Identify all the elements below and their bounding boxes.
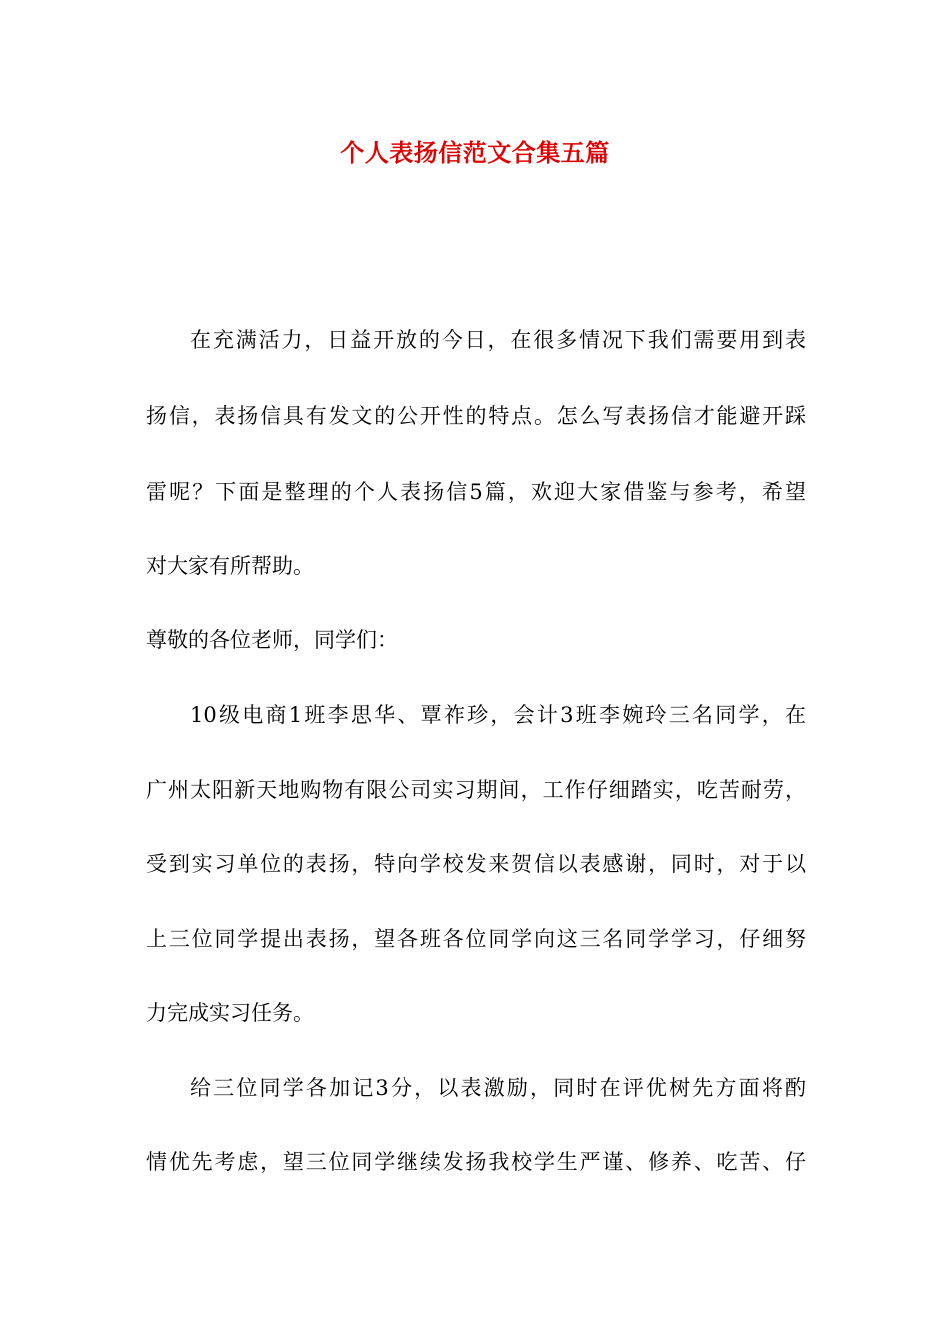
paragraph-line: 扬信，表扬信具有发文的公开性的特点。怎么写表扬信才能避开踩 bbox=[146, 404, 806, 428]
paragraph-line: 10级电商1班李思华、覃祚珍，会计3班李婉玲三名同学，在 bbox=[190, 703, 806, 727]
paragraph-line: 情优先考虑，望三位同学继续发扬我校学生严谨、修养、吃苦、仔 bbox=[146, 1150, 806, 1174]
paragraph-line: 力完成实习任务。 bbox=[146, 1001, 314, 1025]
salutation-line: 尊敬的各位老师，同学们： bbox=[146, 628, 398, 652]
document-title: 个人表扬信范文合集五篇 bbox=[340, 138, 610, 167]
paragraph-line: 给三位同学各加记3分，以表激励，同时在评优树先方面将酌 bbox=[190, 1076, 806, 1100]
paragraph-line: 雷呢？下面是整理的个人表扬信5篇，欢迎大家借鉴与参考，希望 bbox=[146, 480, 806, 504]
paragraph-line: 对大家有所帮助。 bbox=[146, 554, 314, 578]
paragraph-line: 受到实习单位的表扬，特向学校发来贺信以表感谢，同时，对于以 bbox=[146, 852, 806, 876]
paragraph-line: 上三位同学提出表扬，望各班各位同学向这三名同学学习，仔细努 bbox=[146, 927, 806, 951]
paragraph-line: 广州太阳新天地购物有限公司实习期间，工作仔细踏实，吃苦耐劳， bbox=[146, 778, 806, 802]
paragraph-line: 在充满活力，日益开放的今日，在很多情况下我们需要用到表 bbox=[190, 328, 806, 352]
